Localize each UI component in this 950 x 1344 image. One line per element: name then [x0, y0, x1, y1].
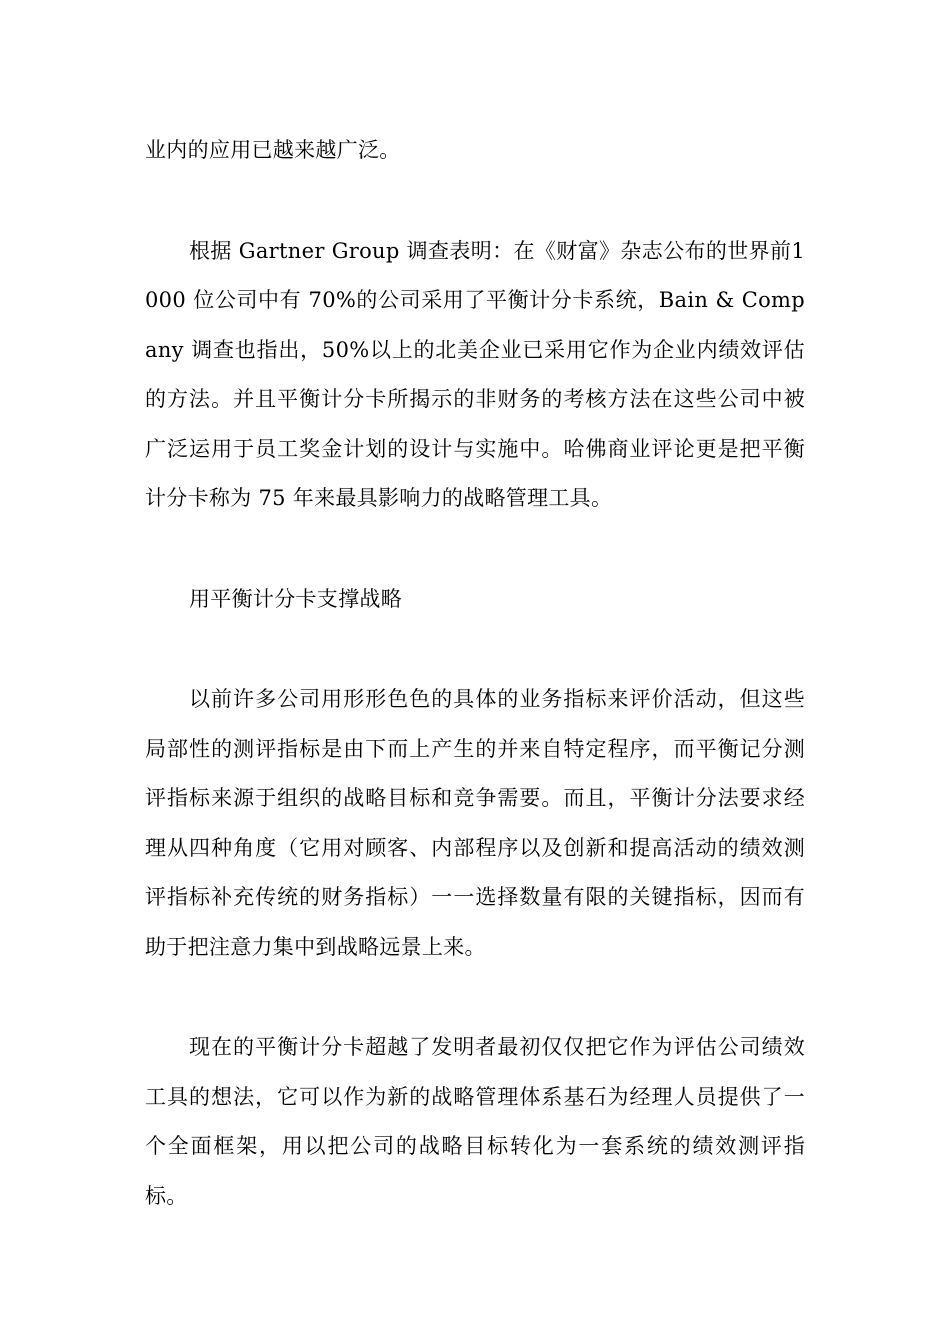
- paragraph-spacer: [145, 524, 805, 575]
- paragraph-spacer: [145, 624, 805, 675]
- document-body: [145, 126, 805, 1221]
- paragraph-continuation: 业内的应用已越来越广泛。: [145, 138, 401, 162]
- paragraph-spacer: [145, 972, 805, 1023]
- paragraph-gartner-survey: 根据 Gartner Group 调查表明：在《财富》杂志公布的世界前1000 位公司中有 70%的公司采用了平衡计分卡系统，Bain & Company 调查也指出，50%以上的北美企业已采用它作为企业内绩效评估的方法。并且平衡计分卡所揭示的非财务的考核方法在这些公司中被广泛运用于员工奖金计划的设计与实施中。哈佛商业评论更是把平衡计分卡称为 75 年来最具影响力的战略管理工具。: [145, 238, 805, 510]
- paragraph-metrics: 以前许多公司用形形色色的具体的业务指标来评价活动，但这些局部性的测评指标是由下而上产生的并来自特定程序，而平衡记分测评指标来源于组织的战略目标和竞争需要。而且，平衡计分法要求经理从四种角度（它用对顾客、内部程序以及创新和提高活动的绩效测评指标补充传统的财务指标）一一选择数量有限的关键指标，因而有助于把注意力集中到战略远景上来。: [145, 687, 805, 959]
- paragraph-spacer: [145, 176, 805, 227]
- section-heading: 用平衡计分卡支撑战略: [189, 586, 402, 611]
- paragraph-framework: 现在的平衡计分卡超越了发明者最初仅仅把它作为评估公司绩效工具的想法，它可以作为新的战略管理体系基石为经理人员提供了一个全面框架，用以把公司的战略目标转化为一套系统的绩效测评指标。: [145, 1035, 805, 1208]
